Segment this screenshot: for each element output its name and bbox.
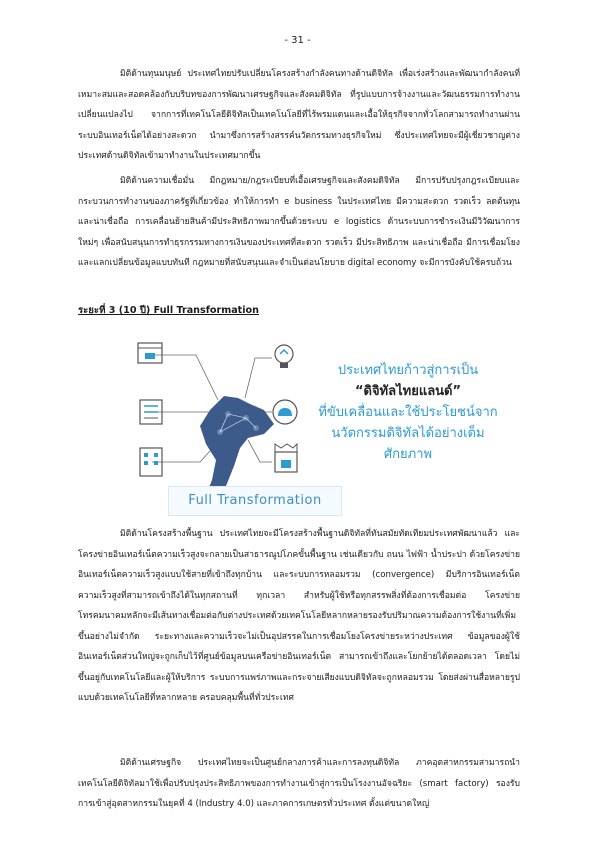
paragraph-trust: มิติด้านความเชื่อมั่น มีกฎหมาย/กฎระเบียบที่เอื้อเศรษฐกิจและสังคมดิจิทัล มีการปรับปรุงกฎระเบียบและกระบวนการทำงานของภาครัฐที่เกี่ยวข้อง ทำให้การทำ e business ในประเทศไทย มีความสะดวก รวดเร็ว ลดต้นทุน และน่าเชื่อถือ การเคลื่อนย้ายสินค้ามีประสิทธิภาพมากขึ้นด้วยระบบ e logistics ด้านระบบการชำระเงินมีวิวัฒนาการใหม่ๆ เพื่อสนับสนุนการทำธุรกรรมทางการเงินของประเทศที่สะดวก รวดเร็ว มีประสิทธิภาพ และน่าเชื่อถือ มีการเชื่อมโยงและแลกเปลี่ยนข้อมูลแบบทันที กฎหมายที่สนับสนุนและจำเป็นต่อนโยบาย digital economy จะมีการบังคับใช้ครบถ้วน <box>78 176 520 268</box>
paragraph-human-capital: มิติด้านทุนมนุษย์ ประเทศไทยปรับเปลี่ยนโครงสร้างกำลังคนทางด้านดิจิทัล เพื่อเร่งสร้างและพัฒนากำลังคนที่เหมาะสมและสอดคล้องกับบริบทของการพัฒนาเศรษฐกิจและสังคมดิจิทัล ที่รูปแบบการจ้างงานและวัฒนธรรมการทำงานเปลี่ยนแปลงไป จากการที่เทคโนโลยีดิจิทัลเป็นเทคโนโลยีที่ไร้พรมแดนและเอื้อให้ธุรกิจจากทั่วโลกสามารถทำงานผ่านระบบอินเทอร์เน็ตได้อย่างสะดวก นำมาซึ่งการสร้างสรรค์นวัตกรรมทางธุรกิจใหม่ ซึ่งประเทศไทยจะมีผู้เชี่ยวชาญต่างประเทศด้านดิจิทัลเข้ามาทำงานในประเทศมากขึ้น <box>78 69 520 161</box>
figure-title-line-2: “ดิจิทัลไทยแลนด์” <box>354 384 462 399</box>
paragraph-economy: มิติด้านเศรษฐกิจ ประเทศไทยจะเป็นศูนย์กลางการค้าและการลงทุนดิจิทัล ภาคอุตสาหกรรมสามารถนำเทคโนโลยีดิจิทัลมาใช้เพื่อปรับปรุงประสิทธิภาพของการทำงานเข้าสู่การเป็นโรงงานอัจฉริยะ (smart factory) รองรับการเข้าสู่อุตสาหกรรมในยุคที่ 4 (Industry 4.0) และภาคการเกษตรทั่วประเทศ ตั้งแต่ขนาดใหญ่ <box>78 758 520 809</box>
paragraph-infrastructure: มิติด้านโครงสร้างพื้นฐาน ประเทศไทยจะมีโครงสร้างพื้นฐานดิจิทัลที่ทันสมัยทัดเทียมประเทศพัฒนาแล้ว และโครงข่ายอินเทอร์เน็ตความเร็วสูงจะกลายเป็นสาธารณูปโภคขั้นพื้นฐาน เช่นเดียวกับ ถนน ไฟฟ้า น้ำประปา ด้วยโครงข่ายอินเทอร์เน็ตความเร็วสูงแบบใช้สายที่เข้าถึงทุกบ้าน และระบบการหลอมรวม (convergence) มีบริการอินเทอร์เน็ตความเร็วสูงที่สามารถเข้าถึงได้ในทุกสถานที่ ทุกเวลา สำหรับผู้ใช้หรือทุกสรรพสิ่งที่ต้องการเชื่อมต่อ โครงข่ายโทรคมนาคมหลักจะมีเส้นทางเชื่อมต่อกับต่างประเทศด้วยเทคโนโลยีหลากหลายรองรับปริมาณความต้องการใช้งานที่เพิ่มขึ้นอย่างไม่จำกัด ระยะทางและความเร็วจะไม่เป็นอุปสรรคในการเชื่อมโยงโครงข่ายระหว่างประเทศ ข้อมูลของผู้ใช้อินเทอร์เน็ตส่วนใหญ่จะถูกเก็บไว้ที่ศูนย์ข้อมูลบนเครือข่ายอินเทอร์เน็ต สามารถเข้าถึงและโยกย้ายได้ตลอดเวลา โดยไม่ขึ้นอยู่กับเทคโนโลยีและผู้ให้บริการ ระบบการแพร่ภาพและกระจายเสียงแบบดิจิทัลจะถูกหลอมรวม โดยส่งผ่านสื่อหลายรูปแบบด้วยเทคโนโลยีที่หลากหลาย ครอบคลุมพื้นที่ทั่วประเทศ <box>78 529 520 703</box>
browser-window-icon <box>138 343 162 363</box>
full-transformation-banner: Full Transformation <box>168 486 342 516</box>
figure-title <box>318 360 498 465</box>
figure-title-line-1: ประเทศไทยก้าวสู่การเป็น <box>337 363 479 378</box>
figure-title-line-3: ที่ขับเคลื่อนและใช้ประโยชน์จาก <box>318 405 498 420</box>
light-bulb-icon <box>275 345 293 368</box>
figure-title-line-4: นวัตกรรมดิจิทัลได้อย่างเต็มศักยภาพ <box>331 426 485 462</box>
page-number: - 31 - <box>284 35 311 46</box>
factory-icon <box>275 444 297 472</box>
section-heading: ระยะที่ 3 (10 ปี) Full Transformation <box>78 305 259 316</box>
cloud-network-icon <box>273 400 297 424</box>
